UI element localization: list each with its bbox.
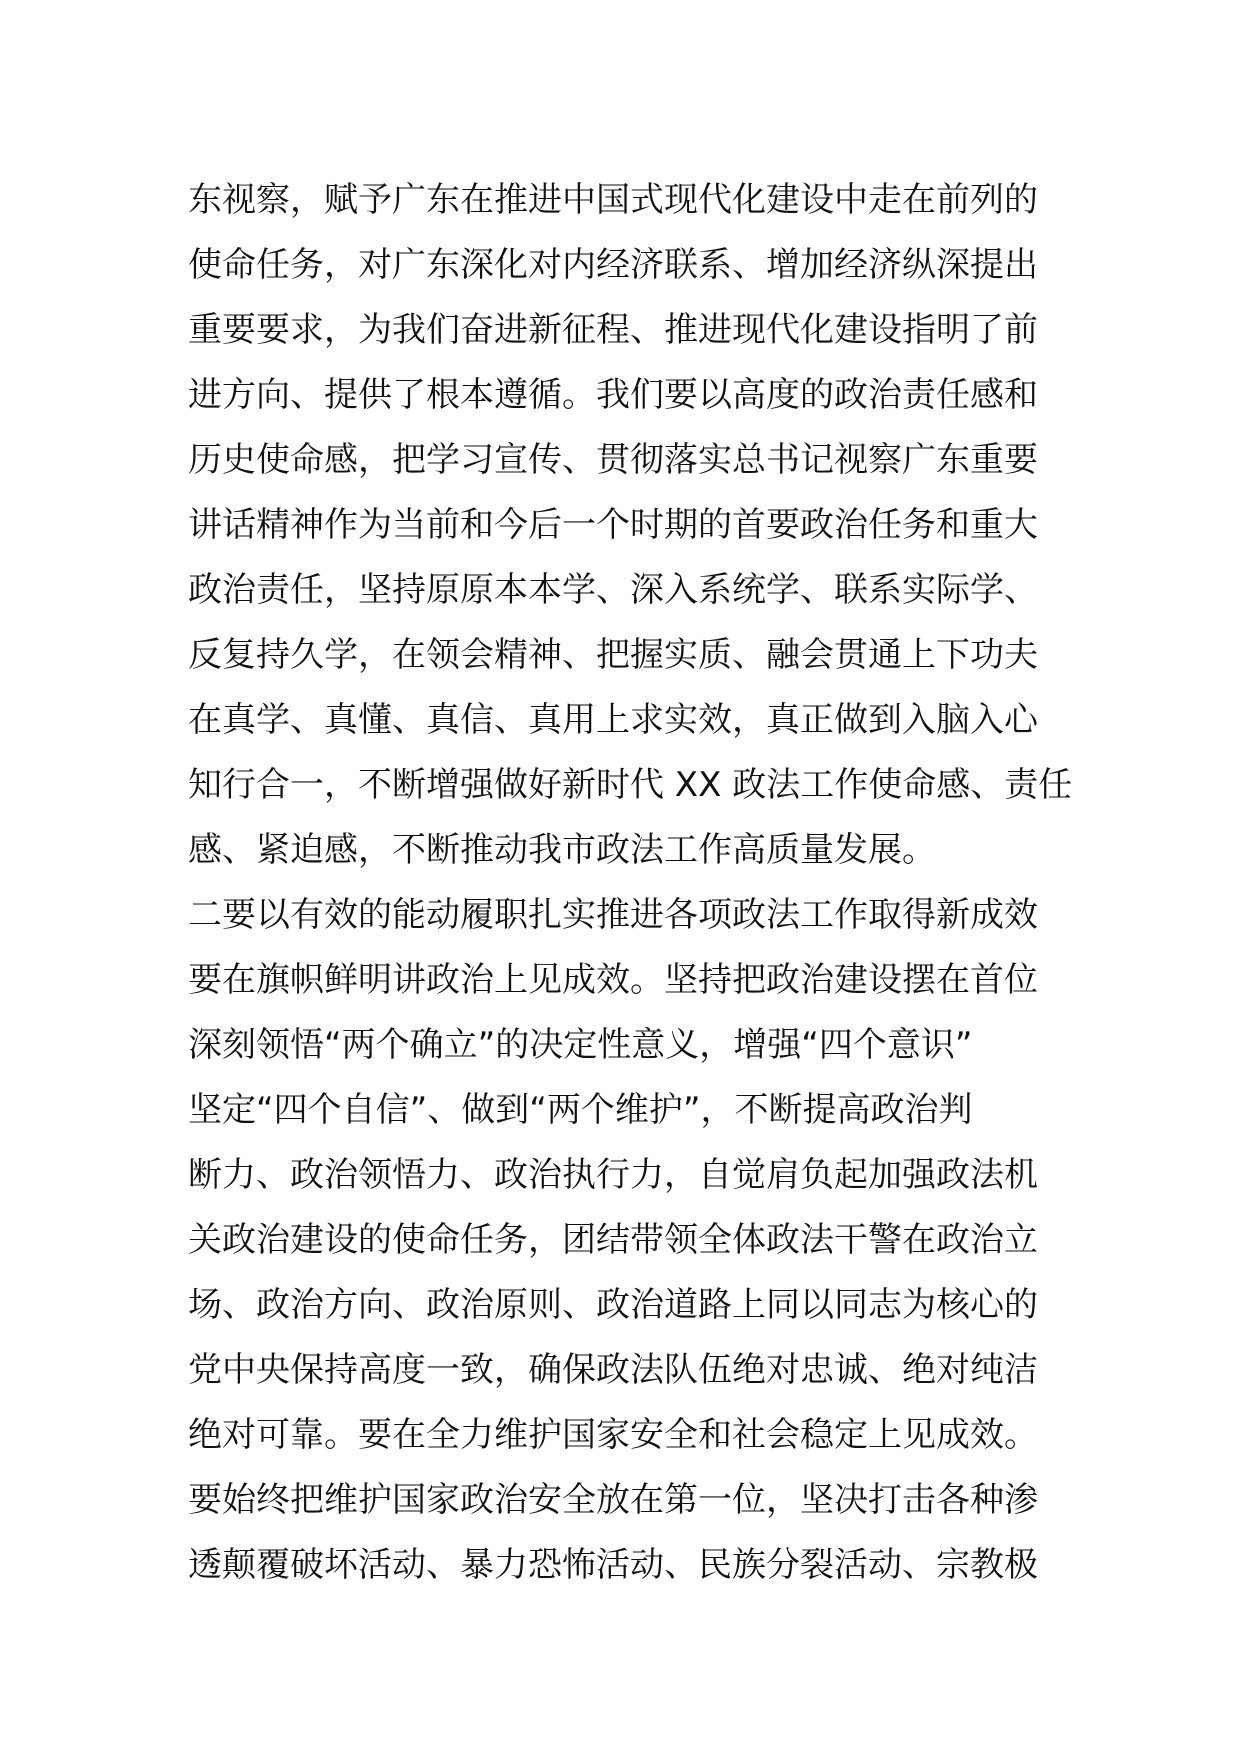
text-line: 反复持久学，在领会精神、把握实质、融会贯通上下功夫 <box>188 635 1038 675</box>
text-line: 政治责任，坚持原原本本学、深入系统学、联系实际学、 <box>188 570 1038 610</box>
text-line: 党中央保持高度一致，确保政法队伍绝对忠诚、绝对纯洁 <box>188 1350 1038 1390</box>
text-line: 透颠覆破坏活动、暴力恐怖活动、民族分裂活动、宗教极 <box>188 1545 1038 1585</box>
text-line: 要在旗帜鲜明讲政治上见成效。坚持把政治建设摆在首位 <box>188 960 1038 1000</box>
text-line: 重要要求，为我们奋进新征程、推进现代化建设指明了前 <box>188 310 1038 350</box>
text-line: 使命任务，对广东深化对内经济联系、增加经济纵深提出 <box>188 245 1038 285</box>
text-line: 绝对可靠。要在全力维护国家安全和社会稳定上见成效。 <box>188 1415 1038 1455</box>
text-line: 关政治建设的使命任务，团结带领全体政法干警在政治立 <box>188 1220 1038 1260</box>
text-line: 深刻领悟“两个确立”的决定性意义，增强“四个意识” <box>188 1025 973 1065</box>
text-line: 二要以有效的能动履职扎实推进各项政法工作取得新成效 <box>188 895 1038 935</box>
text-line: 断力、政治领悟力、政治执行力，自觉肩负起加强政法机 <box>188 1155 1038 1195</box>
text-line: 坚定“四个自信”、做到“两个维护”，不断提高政治判 <box>188 1090 973 1130</box>
text-line: 感、紧迫感，不断推动我市政法工作高质量发展。 <box>188 830 936 870</box>
text-line: 知行合一，不断增强做好新时代 XX 政法工作使命感、责任 <box>188 765 1073 805</box>
text-line: 东视察，赋予广东在推进中国式现代化建设中走在前列的 <box>188 180 1038 220</box>
text-line: 讲话精神作为当前和今后一个时期的首要政治任务和重大 <box>188 505 1038 545</box>
text-line: 历史使命感，把学习宣传、贯彻落实总书记视察广东重要 <box>188 440 1038 480</box>
body-text <box>188 168 1073 1598</box>
text-line: 场、政治方向、政治原则、政治道路上同以同志为核心的 <box>188 1285 1038 1325</box>
text-line: 要始终把维护国家政治安全放在第一位，坚决打击各种渗 <box>188 1480 1038 1520</box>
text-line: 进方向、提供了根本遵循。我们要以高度的政治责任感和 <box>188 375 1038 415</box>
text-line: 在真学、真懂、真信、真用上求实效，真正做到入脑入心 <box>188 700 1038 740</box>
